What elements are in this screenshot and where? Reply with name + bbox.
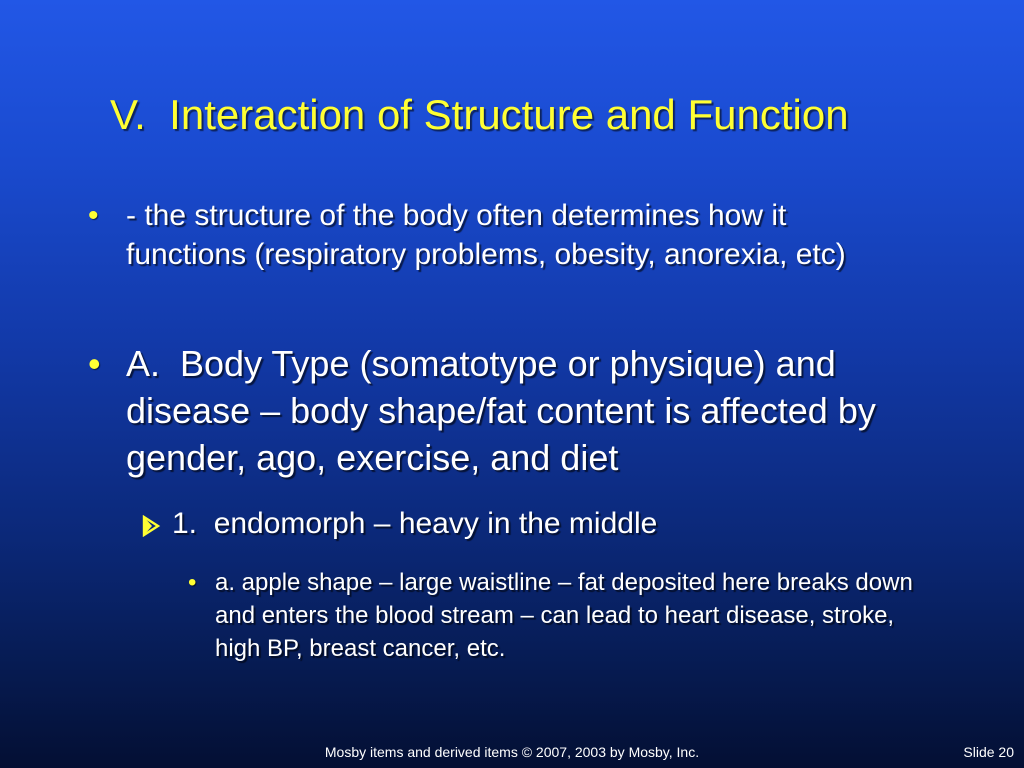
- sub-bullet-text: 1. endomorph – heavy in the middle: [172, 507, 658, 540]
- slide-footer: [0, 742, 1024, 762]
- sub-sub-bullet-text: a. apple shape – large waistline – fat deposited here breaks down and enters the blood stream – can lead to heart disease, stroke, high BP, breast cancer, etc.: [215, 569, 913, 662]
- slide-title: V. Interaction of Structure and Function: [110, 91, 849, 138]
- arrow-bullet-icon: [140, 509, 162, 547]
- bullet-dot-icon: •: [188, 569, 197, 596]
- sub-bullet-item: [140, 505, 940, 543]
- bullet-dot-icon: •: [88, 343, 101, 384]
- sub-sub-bullet-item: [188, 566, 918, 665]
- slide-number: Slide 20: [963, 744, 1014, 760]
- bullet-text: - the structure of the body often determines how it functions (respiratory problems, obesity, anorexia, etc): [126, 199, 846, 271]
- bullet-text: A. Body Type (somatotype or physique) and disease – body shape/fat content is affected by gender, ago, exercise, and diet: [126, 343, 886, 478]
- bullet-dot-icon: •: [88, 199, 99, 232]
- footer-copyright: Mosby items and derived items © 2007, 2003 by Mosby, Inc.: [324, 744, 700, 760]
- bullet-item: [88, 340, 938, 481]
- bullet-item: [88, 196, 908, 274]
